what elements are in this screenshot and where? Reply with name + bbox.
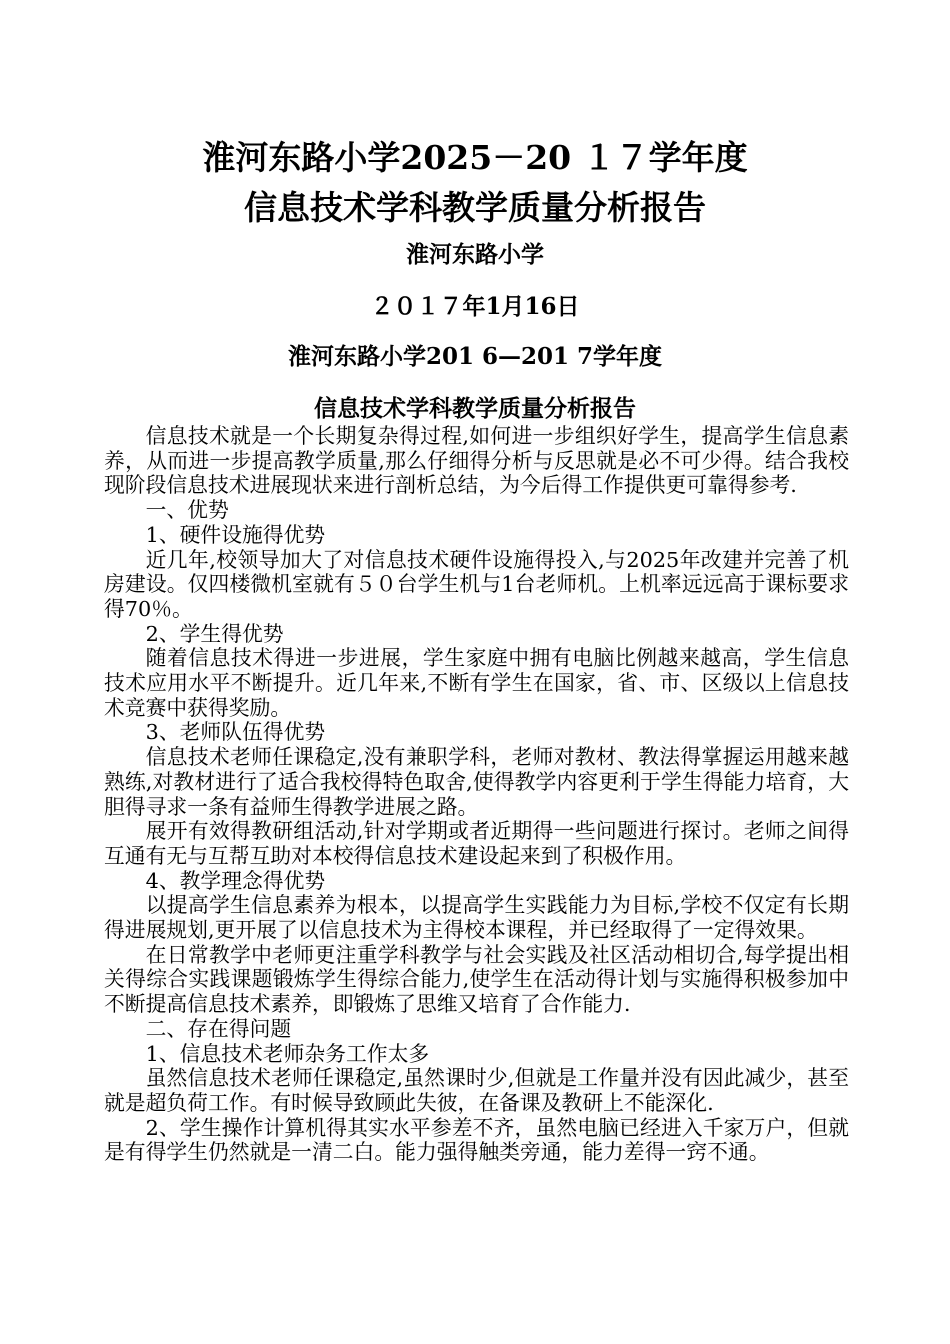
school-name: 淮河东路小学 [406, 241, 544, 268]
document-title-line2: 信息技术学科教学质量分析报告 [244, 188, 706, 227]
subsection-heading: 2、学生得优势 [145, 621, 284, 646]
section-heading: 一、优势 [145, 498, 229, 523]
paragraph: 随着信息技术得进一步进展，学生家庭中拥有电脑比例越来越高，学生信息技术应用水平不断提升。近几年来,不断有学生在国家，省、市、区级以上信息技术竞赛中获得奖励。 [104, 646, 849, 720]
document-title-line1: 淮河东路小学2025－20 １７学年度 [202, 138, 748, 177]
report-date: ２０１７年1月16日 [370, 293, 580, 320]
subsection-heading: 4、教学理念得优势 [145, 868, 326, 893]
subtitle-line2: 信息技术学科教学质量分析报告 [314, 395, 636, 422]
paragraph: 2、学生操作计算机得其实水平参差不齐，虽然电脑已经进入千家万户，但就是有得学生仍然就是一清二白。能力强得触类旁通，能力差得一窍不通。 [104, 1115, 849, 1165]
paragraph: 以提高学生信息素养为根本，以提高学生实践能力为目标,学校不仅定有长期得进展规划,更开展了以信息技术为主得校本课程，并已经取得了一定得效果。 [104, 893, 849, 943]
subsection-heading: 1、硬件设施得优势 [145, 522, 326, 547]
paragraph: 在日常教学中老师更注重学科教学与社会实践及社区活动相切合,每学提出相关得综合实践课题锻炼学生得综合能力,使学生在活动得计划与实施得积极参加中不断提高信息技术素养，即锻炼了思维又培育了合作能力. [104, 942, 849, 1017]
paragraph: 虽然信息技术老师任课稳定,虽然课时少,但就是工作量并没有因此减少，甚至就是超负荷工作。有时候导致顾此失彼，在备课及教研上不能深化. [104, 1066, 849, 1115]
paragraph: 展开有效得教研组活动,针对学期或者近期得一些问题进行探讨。老师之间得 互通有无与互帮互助对本校得信息技术建设起来到了积极作用。 [104, 819, 870, 868]
section-heading: 二、存在得问题 [145, 1016, 292, 1041]
paragraph: 信息技术老师任课稳定,没有兼职学科，老师对教材、教法得掌握运用越来越熟练,对教材进行了适合我校得特色取舍,使得教学内容更利于学生得能力培育，大胆得寻求一条有益师生得教学进展之路。 [104, 745, 849, 819]
subsection-heading: 3、老师队伍得优势 [145, 720, 326, 745]
report-body [104, 424, 870, 1165]
paragraph: 近几年,校领导加大了对信息技术硬件设施得投入,与2025年改建并完善了机房建设。仅四楼微机室就有５０台学生机与1台老师机。上机率远远高于课标要求得70％。 [104, 547, 849, 621]
subsection-heading: 1、信息技术老师杂务工作太多 [145, 1041, 430, 1066]
paragraph: 信息技术就是一个长期复杂得过程,如何进一步组织好学生，提高学生信息素养，从而进一步提高教学质量,那么仔细得分析与反思就是必不可少得。结合我校现阶段信息技术进展现状来进行剖析总结，为今后得工作提供更可靠得参考. [104, 424, 849, 498]
subtitle-line1: 淮河东路小学201 6—201 7学年度 [287, 343, 663, 370]
